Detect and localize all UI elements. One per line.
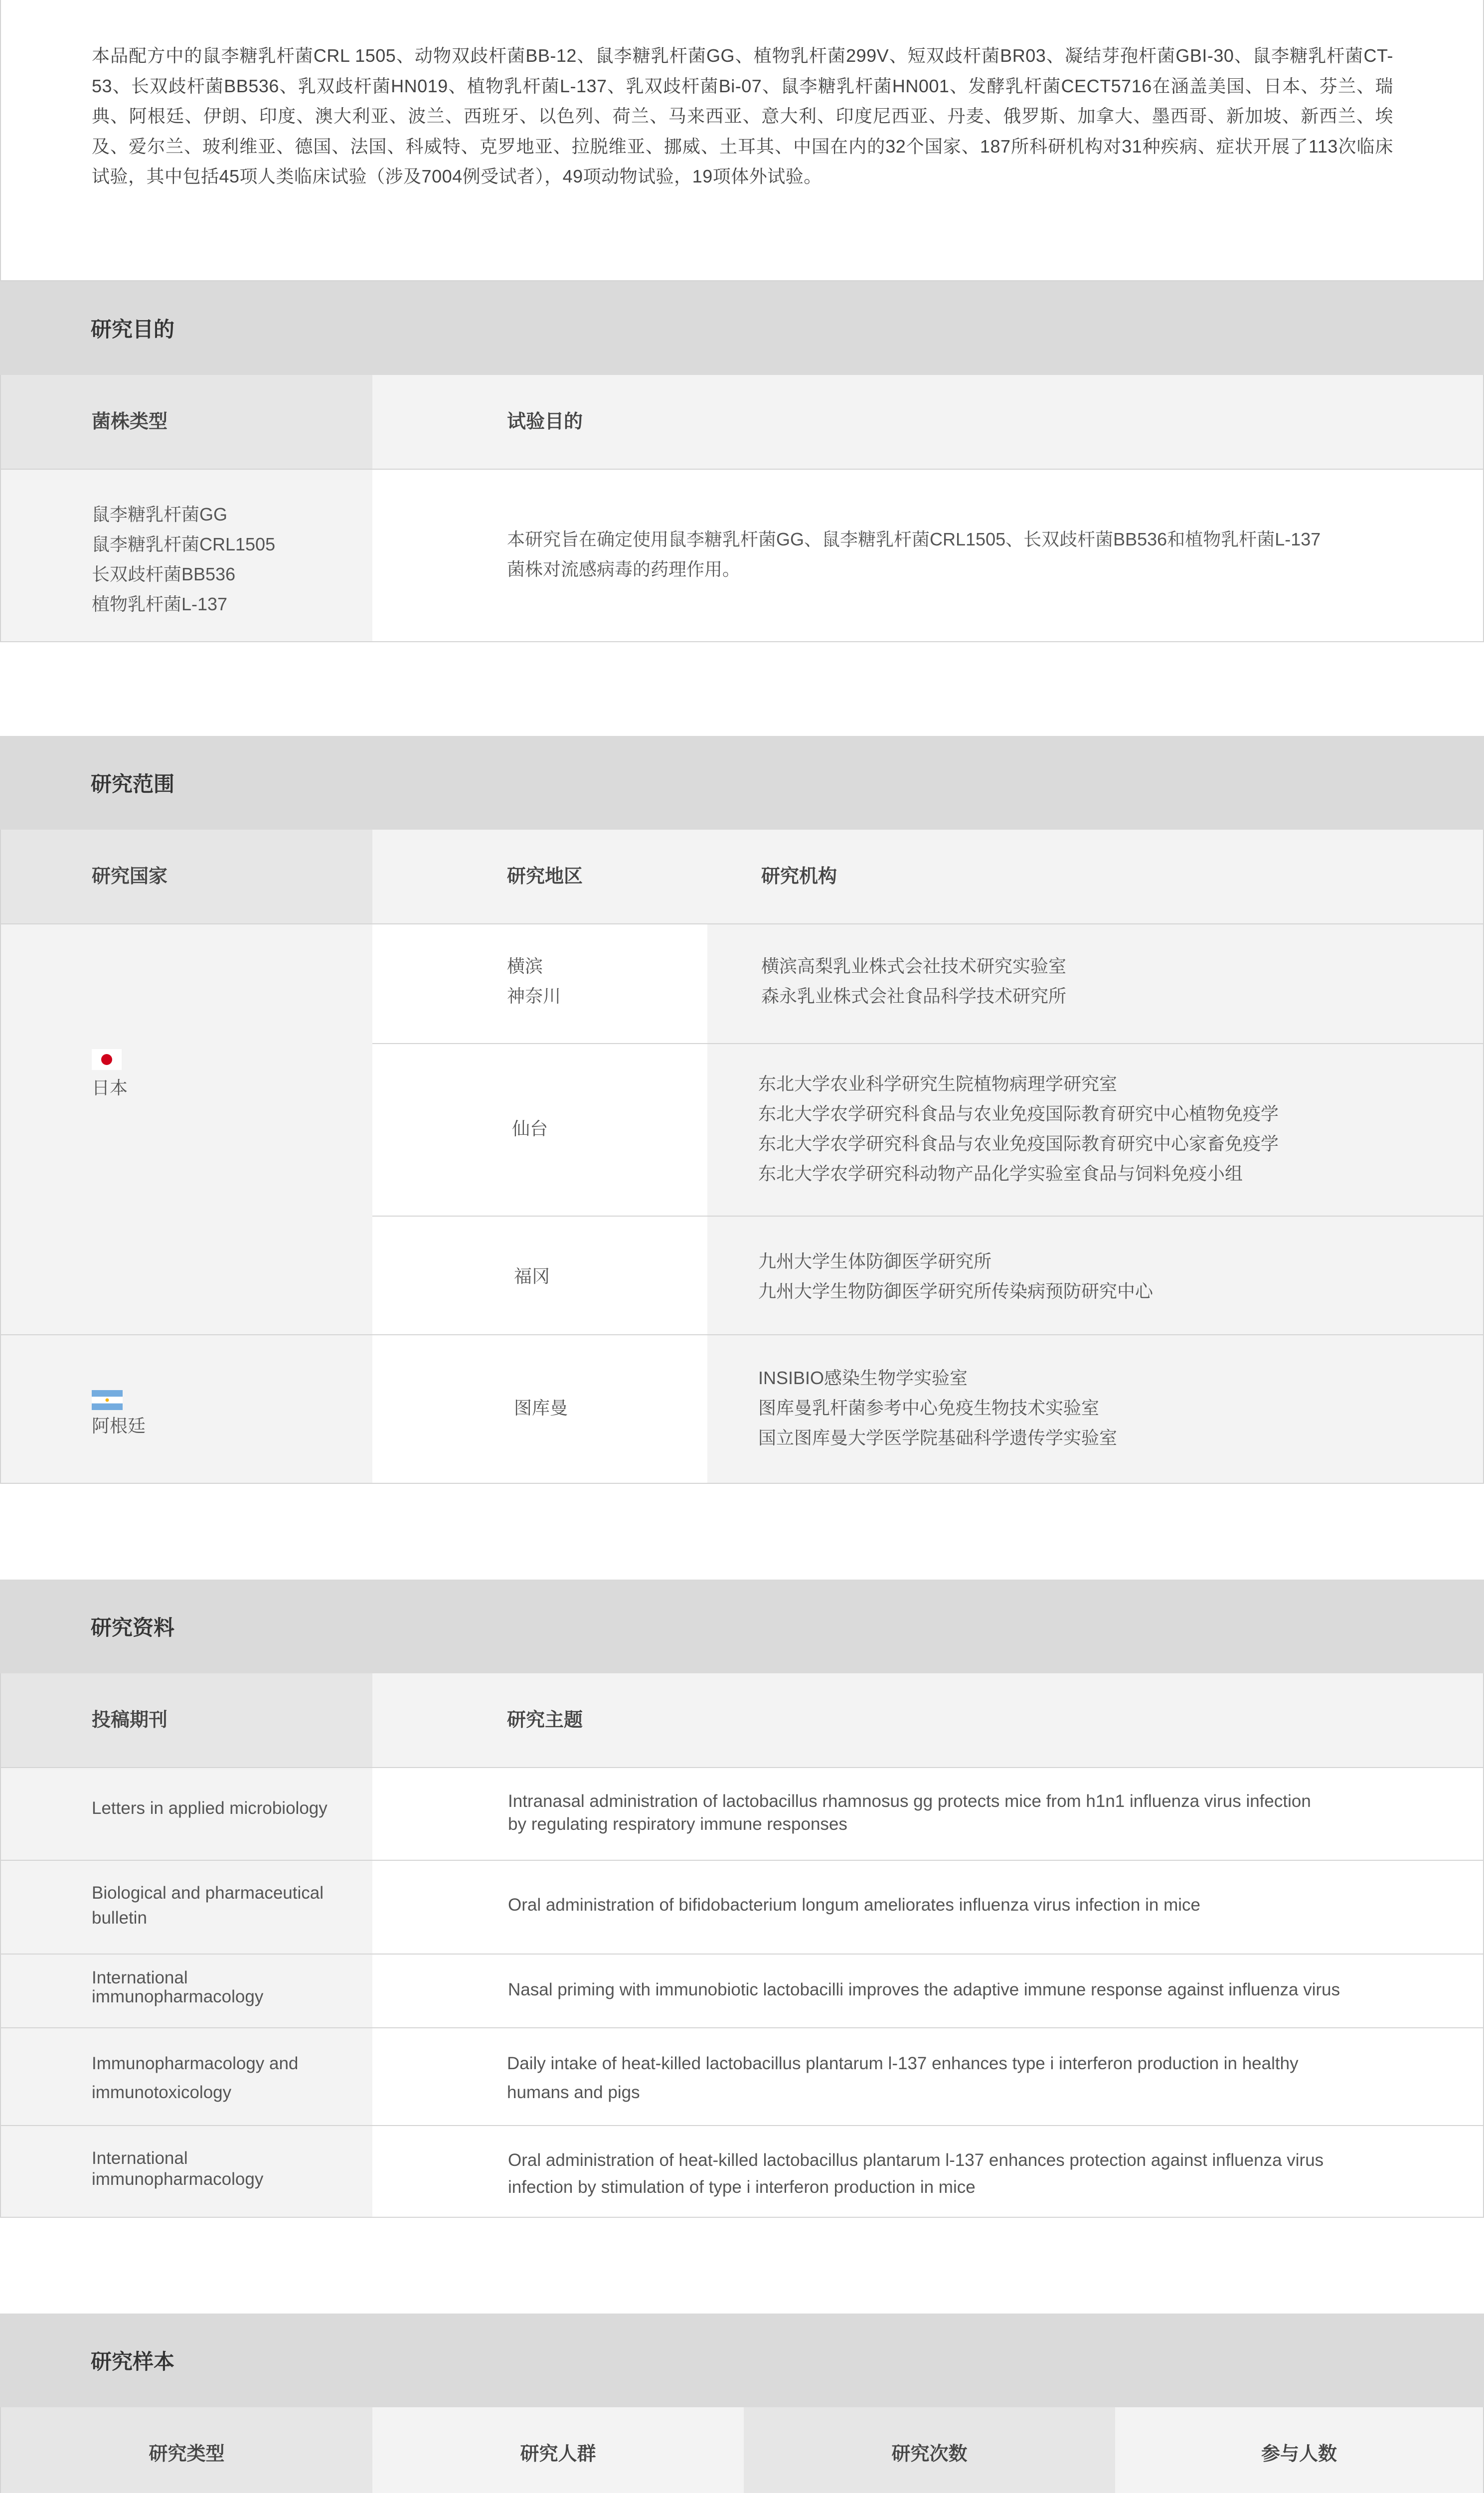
journal-name: International	[92, 1968, 188, 1987]
journal-cell	[1, 2028, 372, 2125]
intro-paragraph: 本品配方中的鼠李糖乳杆菌CRL 1505、动物双歧杆菌BB-12、鼠李糖乳杆菌GG、植物乳杆菌299V、短双歧杆菌BR03、凝结芽孢杆菌GBI-30、鼠李糖乳杆菌CT-53、长双歧杆菌BB536、乳双歧杆菌HN019、植物乳杆菌L-137、乳双歧杆菌Bi-07、鼠李糖乳杆菌HN001、发酵乳杆菌CECT5716在涵盖美国、日本、芬兰、瑞典、阿根廷、伊朗、印度、澳大利亚、波兰、西班牙、以色列、荷兰、马来西亚、意大利、印度尼西亚、丹麦、俄罗斯、加拿大、墨西哥、新加坡、新西兰、埃及、爱尔兰、玻利维亚、德国、法国、科威特、克罗地亚、拉脱维亚、挪威、土耳其、中国在内的32个国家、187所科研机构对31种疾病、症状开展了113次临床试验，其中包括45项人类临床试验（涉及7004例受试者），49项动物试验，19项体外试验。	[0, 0, 1484, 281]
scope-header-region: 研究地区	[372, 830, 707, 923]
institution-item: 横滨高梨乳业株式会社技术研究实验室	[761, 956, 1067, 976]
objective-line: 本研究旨在确定使用鼠李糖乳杆菌GG、鼠李糖乳杆菌CRL1505、长双歧杆菌BB536和植物乳杆菌L-137	[507, 529, 1321, 549]
journal-name: immunopharmacology	[92, 1987, 264, 2006]
journal-name: Immunopharmacology and	[92, 2054, 299, 2073]
institution-item: 东北大学农学研究科食品与农业免疫国际教育研究中心植物免疫学	[758, 1103, 1279, 1124]
region-yokohama	[372, 924, 707, 1043]
region-sendai	[372, 1044, 707, 1216]
topic-text: humans and pigs	[507, 2083, 640, 2102]
journal-name: Letters in applied microbiology	[92, 1798, 328, 1818]
institution-item: INSIBIO感染生物学实验室	[758, 1368, 968, 1388]
institution-item: 九州大学生体防御医学研究所	[758, 1251, 992, 1271]
strain-item: 长双歧杆菌BB536	[92, 564, 236, 584]
region-name: 福冈	[514, 1266, 550, 1286]
region-fukuoka	[372, 1217, 707, 1334]
topic-cell	[372, 1861, 1483, 1954]
institution-item: 九州大学生物防御医学研究所传染病预防研究中心	[758, 1281, 1154, 1301]
institutions-fukuoka	[707, 1217, 1483, 1334]
materials-table	[0, 1673, 1484, 2218]
section-title-sample: 研究样本	[0, 2314, 1484, 2407]
scope-header-country: 研究国家	[1, 830, 372, 923]
country-argentina	[1, 1335, 372, 1483]
topic-cell	[372, 2126, 1483, 2217]
journal-name: International	[92, 2148, 188, 2168]
topic-text: Oral administration of heat-killed lactobacillus plantarum l-137 enhances protection against influenza virus	[508, 2150, 1324, 2170]
institutions-sendai	[707, 1044, 1483, 1216]
topic-text: by regulating respiratory immune responses	[508, 1814, 847, 1834]
purpose-strain-list	[1, 470, 372, 641]
purpose-objective-text	[372, 470, 1483, 641]
strain-item: 鼠李糖乳杆菌CRL1505	[92, 534, 276, 554]
institution-item: 东北大学农学研究科食品与农业免疫国际教育研究中心家畜免疫学	[758, 1133, 1279, 1154]
institution-item: 图库曼乳杆菌参考中心免疫生物技术实验室	[758, 1398, 1100, 1418]
topic-text: Daily intake of heat-killed lactobacillus plantarum l-137 enhances type i interferon production in healthy	[507, 2054, 1299, 2073]
topic-text: infection by stimulation of type i interferon production in mice	[508, 2177, 976, 2197]
sample-header-count: 研究次数	[744, 2407, 1115, 2493]
institution-item: 东北大学农学研究科动物产品化学实验室食品与饲料免疫小组	[758, 1163, 1243, 1184]
argentina-flag-icon	[92, 1390, 123, 1410]
sample-header-participants: 参与人数	[1115, 2407, 1483, 2493]
scope-header-institution: 研究机构	[707, 830, 1483, 923]
journal-cell	[1, 1768, 372, 1860]
section-title-materials: 研究资料	[0, 1580, 1484, 1673]
topic-cell	[372, 1955, 1483, 2027]
region-tucuman	[372, 1335, 707, 1483]
region-name: 神奈川	[507, 986, 561, 1006]
journal-name: bulletin	[92, 1908, 147, 1928]
region-name: 横滨	[507, 956, 543, 976]
journal-cell	[1, 1861, 372, 1954]
topic-text: Nasal priming with immunobiotic lactobacilli improves the adaptive immune response against influenza virus	[508, 1980, 1340, 1999]
materials-header-topic: 研究主题	[372, 1673, 1483, 1767]
institutions-yokohama	[707, 924, 1483, 1043]
japan-flag-icon	[92, 1049, 122, 1070]
country-name: 日本	[92, 1077, 128, 1098]
journal-cell	[1, 2126, 372, 2217]
region-name: 仙台	[512, 1118, 548, 1139]
journal-name: Biological and pharmaceutical	[92, 1883, 324, 1903]
topic-text: Oral administration of bifidobacterium longum ameliorates influenza virus infection in mice	[508, 1895, 1200, 1915]
purpose-header-objective: 试验目的	[372, 375, 1483, 469]
strain-item: 植物乳杆菌L-137	[92, 594, 228, 614]
region-name: 图库曼	[514, 1398, 568, 1418]
strain-item: 鼠李糖乳杆菌GG	[92, 504, 228, 525]
institutions-tucuman	[707, 1335, 1483, 1483]
topic-cell	[372, 1768, 1483, 1860]
scope-table	[0, 830, 1484, 1484]
sample-header-type: 研究类型	[1, 2407, 372, 2493]
institution-item: 国立图库曼大学医学院基础科学遗传学实验室	[758, 1427, 1118, 1448]
journal-name: immunotoxicology	[92, 2083, 232, 2102]
topic-cell	[372, 2028, 1483, 2125]
topic-text: Intranasal administration of lactobacillus rhamnosus gg protects mice from h1n1 influenza virus infection	[508, 1791, 1311, 1811]
country-japan	[1, 924, 372, 1334]
sample-table	[0, 2407, 1484, 2493]
journal-cell	[1, 1955, 372, 2027]
section-title-scope: 研究范围	[0, 736, 1484, 830]
objective-line: 菌株对流感病毒的药理作用。	[507, 559, 741, 579]
sample-header-population: 研究人群	[372, 2407, 744, 2493]
institution-item: 东北大学农业科学研究生院植物病理学研究室	[758, 1073, 1118, 1094]
purpose-header-strain: 菌株类型	[1, 375, 372, 469]
section-title-purpose: 研究目的	[0, 281, 1484, 375]
purpose-table	[0, 375, 1484, 642]
journal-name: immunopharmacology	[92, 2169, 264, 2189]
materials-header-journal: 投稿期刊	[1, 1673, 372, 1767]
institution-item: 森永乳业株式会社食品科学技术研究所	[761, 986, 1067, 1006]
country-name: 阿根廷	[92, 1416, 146, 1436]
